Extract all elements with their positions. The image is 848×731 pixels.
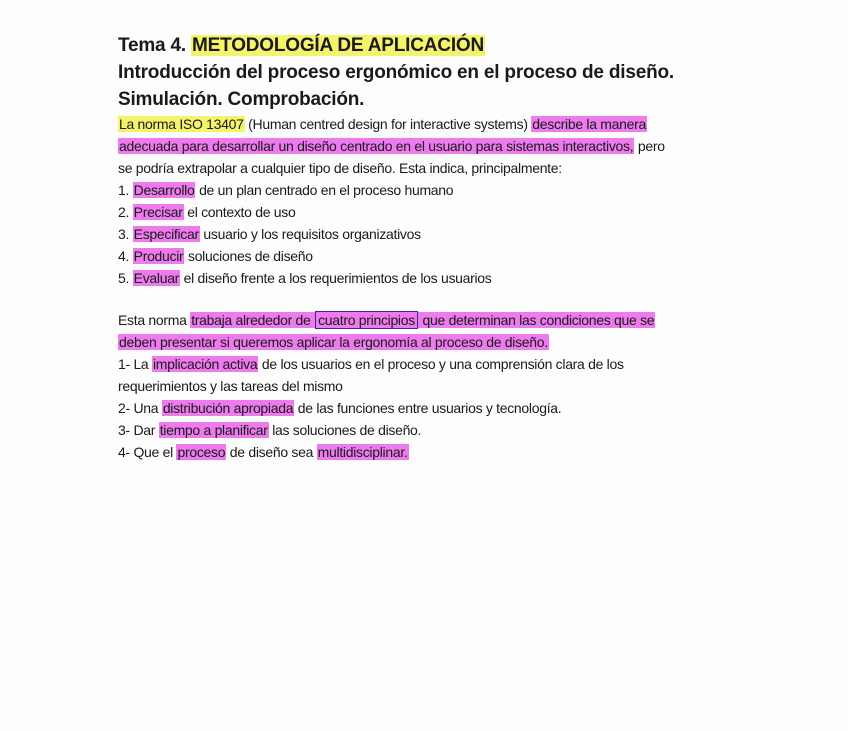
principle-lead: 2- Una bbox=[118, 400, 162, 416]
principle-lead: 4- Que el bbox=[118, 444, 177, 460]
heading-topic: METODOLOGÍA DE APLICACIÓN bbox=[192, 35, 484, 56]
step-number: 3. bbox=[118, 226, 133, 242]
step-keyword: Evaluar bbox=[133, 270, 180, 286]
principles-intro-highlight-3: deben presentar si queremos aplicar la ergonomía al proceso de diseño. bbox=[119, 334, 548, 350]
principle-keyword: proceso bbox=[177, 444, 226, 460]
heading-subtitle-2: Simulación. Comprobación. bbox=[118, 89, 365, 110]
step-item-4 bbox=[118, 245, 758, 267]
intro-highlight-2: adecuada para desarrollar un diseño centrado en el usuario para sistemas interactivos, bbox=[119, 138, 634, 154]
principles-intro-highlight-2: que determinan las condiciones que se bbox=[418, 312, 655, 328]
principle-keyword-2: multidisciplinar. bbox=[317, 444, 408, 460]
step-item-5 bbox=[118, 267, 758, 289]
principle-text: las soluciones de diseño. bbox=[268, 422, 422, 438]
document-body bbox=[118, 32, 758, 463]
intro-standard-name: La norma ISO 13407 bbox=[119, 116, 244, 132]
step-keyword: Producir bbox=[133, 248, 184, 264]
principle-text: de las funciones entre usuarios y tecnología. bbox=[294, 400, 562, 416]
principle-text: de los usuarios en el proceso y una comprensión clara de los bbox=[258, 356, 624, 372]
principle-item-2 bbox=[118, 397, 758, 419]
step-text: usuario y los requisitos organizativos bbox=[199, 226, 421, 242]
step-item-3 bbox=[118, 223, 758, 245]
step-keyword: Desarrollo bbox=[133, 182, 195, 198]
principle-item-1 bbox=[118, 353, 758, 375]
step-keyword: Precisar bbox=[133, 204, 183, 220]
step-number: 5. bbox=[118, 270, 133, 286]
principles-intro-line-1 bbox=[118, 309, 758, 331]
step-item-2 bbox=[118, 201, 758, 223]
principle-lead: 1- La bbox=[118, 356, 152, 372]
heading-prefix: Tema 4. bbox=[118, 35, 192, 56]
step-number: 1. bbox=[118, 182, 133, 198]
step-number: 2. bbox=[118, 204, 133, 220]
step-text: el diseño frente a los requerimientos de los usuarios bbox=[180, 270, 492, 286]
principle-item-1-continued: requerimientos y las tareas del mismo bbox=[118, 378, 343, 394]
principle-keyword: implicación activa bbox=[153, 356, 258, 372]
principles-intro-start: Esta norma bbox=[118, 312, 191, 328]
intro-line-2-tail: pero bbox=[634, 138, 665, 154]
principles-boxed-term: cuatro principios bbox=[315, 311, 418, 329]
step-text: el contexto de uso bbox=[183, 204, 296, 220]
principle-item-4 bbox=[118, 441, 758, 463]
heading-topic-line bbox=[118, 32, 758, 59]
intro-line-2 bbox=[118, 135, 758, 157]
heading-subtitle-1: Introducción del proceso ergonómico en el proceso de diseño. bbox=[118, 62, 674, 83]
step-keyword: Especificar bbox=[133, 226, 199, 242]
step-number: 4. bbox=[118, 248, 133, 264]
principle-keyword: distribución apropiada bbox=[162, 400, 294, 416]
principle-lead: 3- Dar bbox=[118, 422, 159, 438]
intro-standard-title: (Human centred design for interactive systems) bbox=[244, 116, 532, 132]
intro-line-3: se podría extrapolar a cualquier tipo de diseño. Esta indica, principalmente: bbox=[118, 160, 562, 176]
principle-keyword: tiempo a planificar bbox=[159, 422, 268, 438]
principles-intro-highlight-1: trabaja alrededor de bbox=[191, 312, 315, 328]
step-item-1 bbox=[118, 179, 758, 201]
step-text: de un plan centrado en el proceso humano bbox=[195, 182, 454, 198]
intro-highlight-1: describe la manera bbox=[532, 116, 646, 132]
step-text: soluciones de diseño bbox=[184, 248, 313, 264]
intro-line-1 bbox=[118, 113, 758, 135]
principle-text: de diseño sea bbox=[226, 444, 317, 460]
principles-intro-line-2 bbox=[118, 331, 758, 353]
principle-item-3 bbox=[118, 419, 758, 441]
